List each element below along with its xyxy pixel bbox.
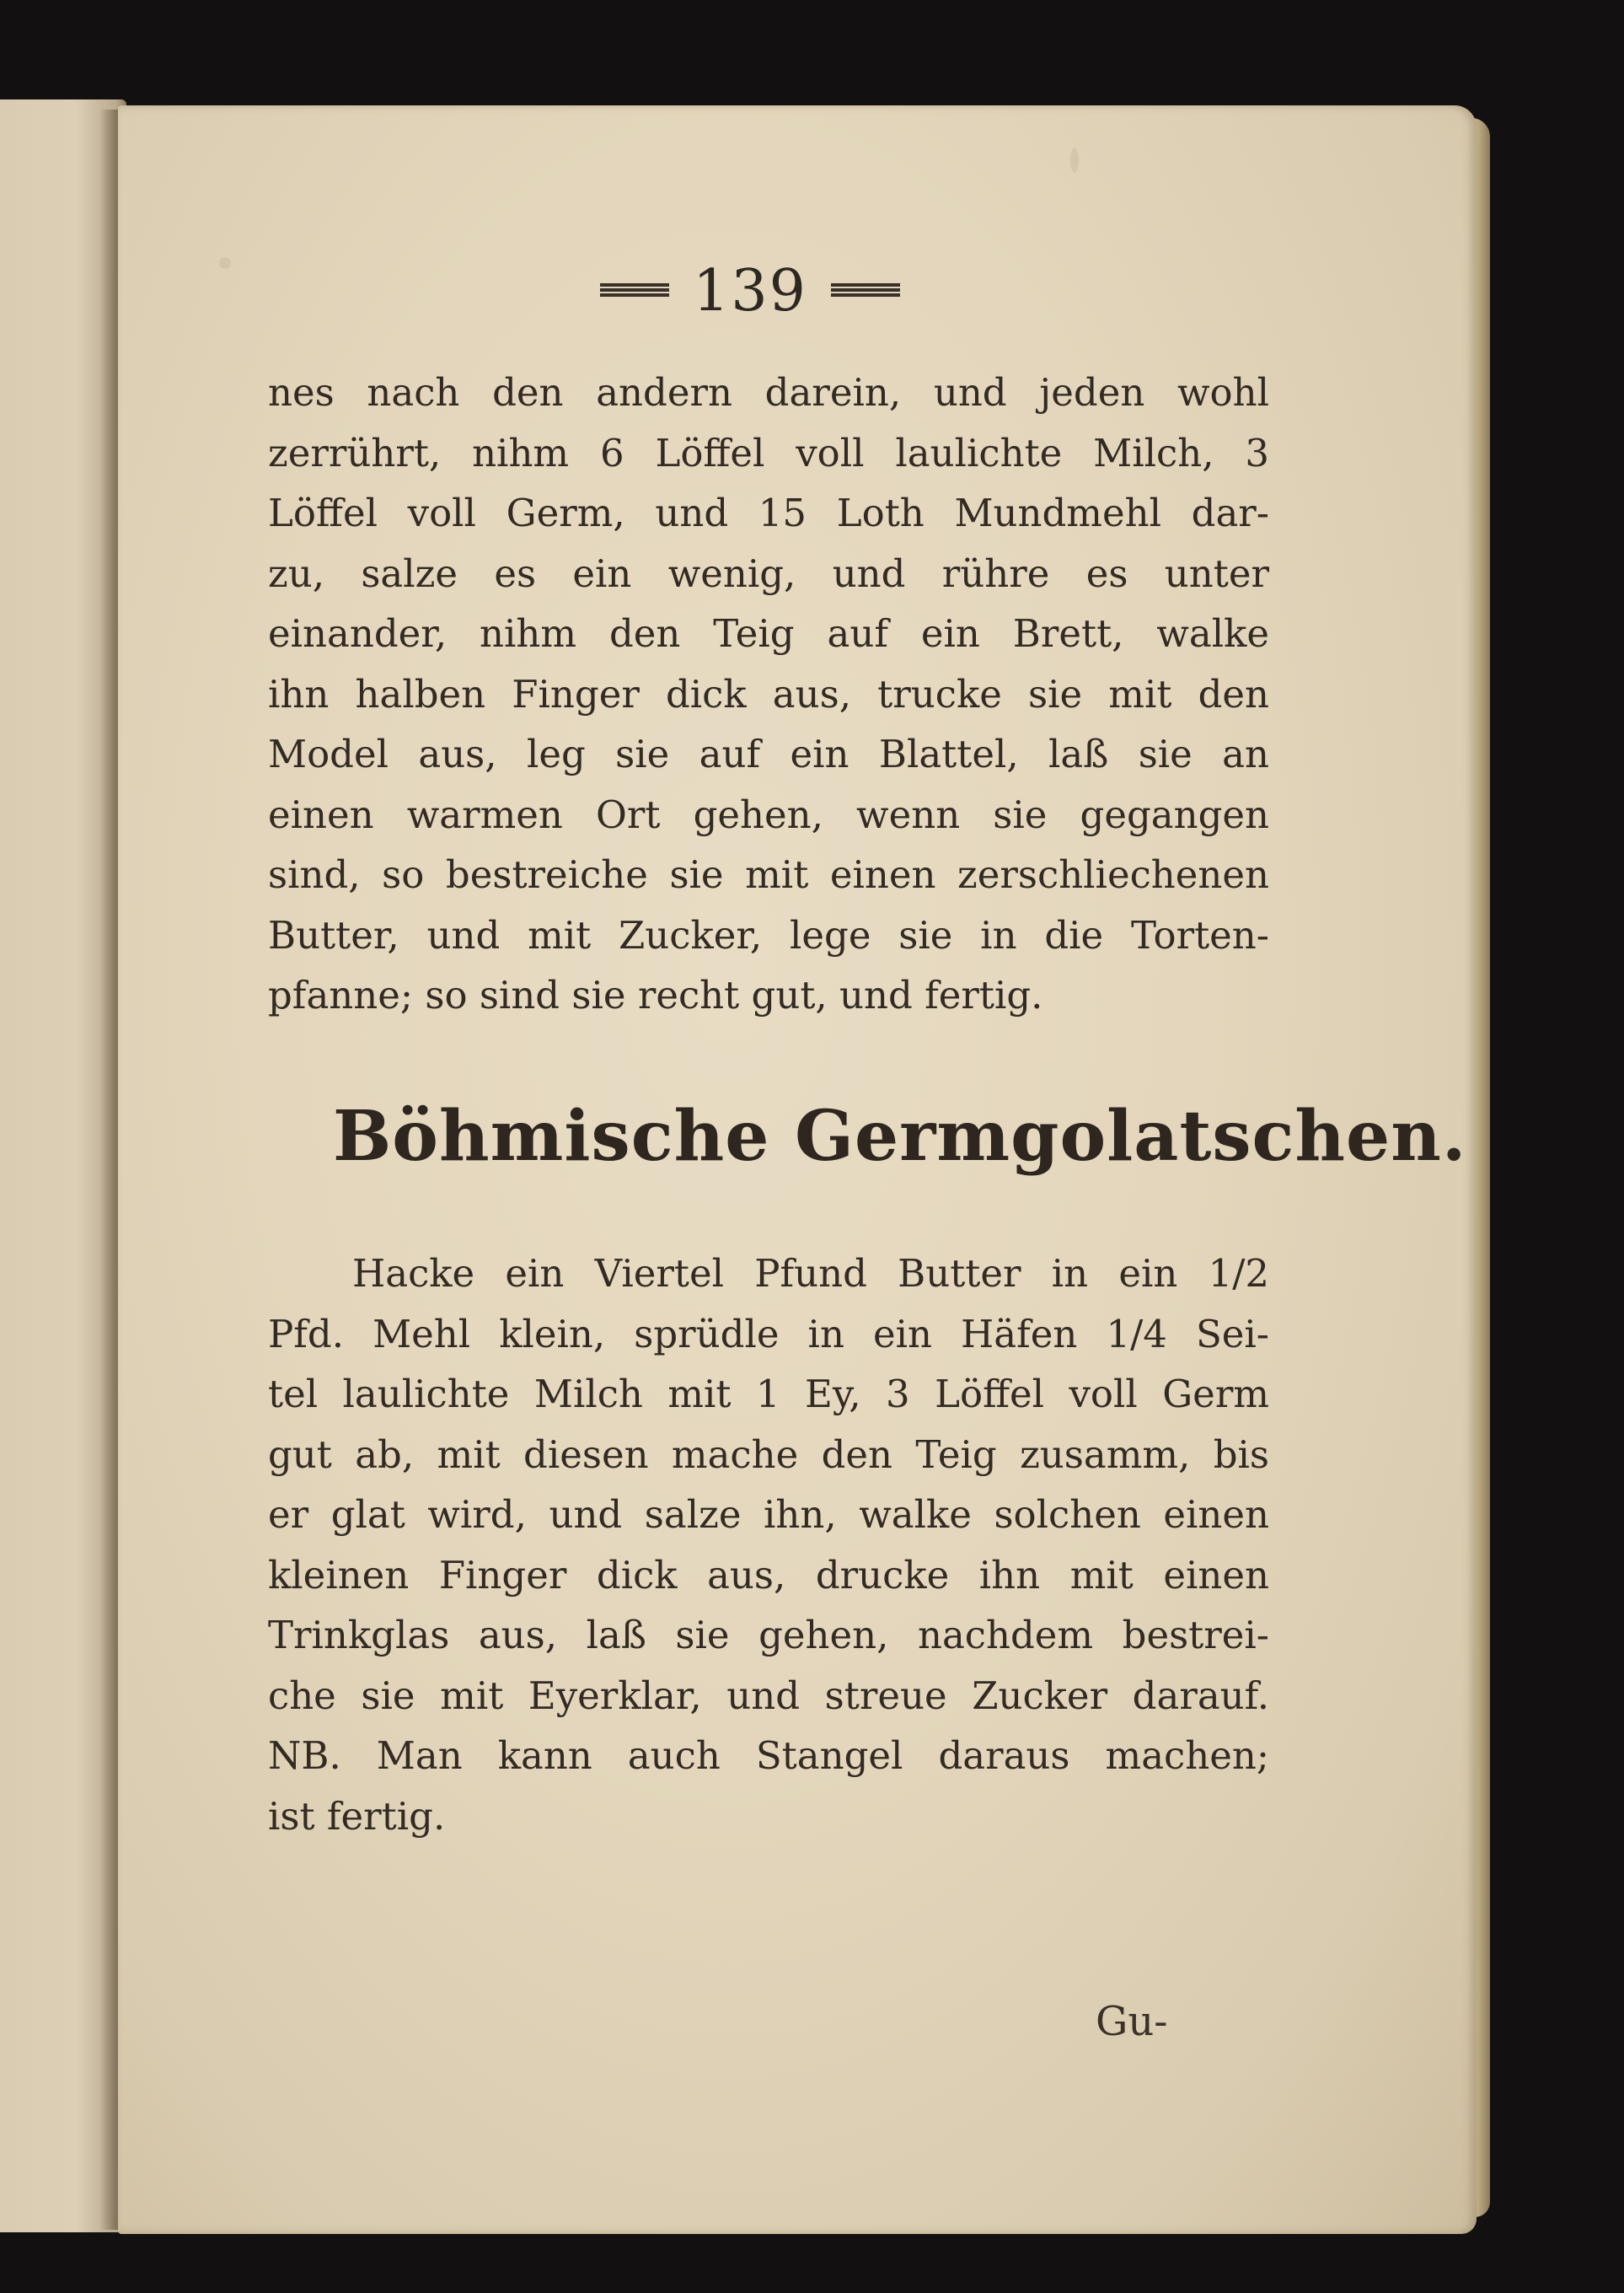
text-line: Pfd. Mehl klein, sprüdle in ein Häfen 1/4 Sei- bbox=[268, 1311, 1269, 1356]
text-line: zerrührt, nihm 6 Löffel voll laulichte Milch, 3 bbox=[268, 430, 1269, 475]
text-line: zu, salze es ein wenig, und rühre es unter bbox=[268, 550, 1269, 596]
recipe-paragraph bbox=[268, 1243, 1269, 1846]
text-line: sind, so bestreiche sie mit einen zerschliechenen bbox=[268, 852, 1269, 897]
page-header bbox=[539, 253, 961, 329]
paragraph-continued bbox=[268, 362, 1269, 1026]
paper-spot bbox=[1070, 148, 1079, 173]
page-number: 139 bbox=[693, 257, 807, 325]
paper-spot bbox=[219, 257, 231, 269]
text-line: ihn halben Finger dick aus, trucke sie mit den bbox=[268, 671, 1269, 717]
text-line: einen warmen Ort gehen, wenn sie gegangen bbox=[268, 792, 1269, 837]
text-line: einander, nihm den Teig auf ein Brett, walke bbox=[268, 611, 1269, 656]
header-rule-left bbox=[600, 283, 669, 298]
text-line: Löffel voll Germ, und 15 Loth Mundmehl dar- bbox=[268, 491, 1269, 535]
text-line: er glat wird, und salze ihn, walke solchen einen bbox=[268, 1492, 1269, 1537]
text-line: Trinkglas aus, laß sie gehen, nachdem bestrei- bbox=[268, 1613, 1269, 1657]
text-line: gut ab, mit diesen mache den Teig zusamm, bis bbox=[268, 1431, 1269, 1477]
text-line: tel laulichte Milch mit 1 Ey, 3 Löffel voll Germ bbox=[268, 1372, 1269, 1416]
text-line: Butter, und mit Zucker, lege sie in die Torten- bbox=[268, 912, 1269, 958]
text-line: pfanne; so sind sie recht gut, und fertig. bbox=[268, 973, 1043, 1018]
text-line: nes nach den andern darein, und jeden wohl bbox=[268, 370, 1269, 415]
header-rule-right bbox=[831, 283, 900, 298]
catchword: Gu- bbox=[1096, 1998, 1168, 2045]
text-line: NB. Man kann auch Stangel daraus machen; bbox=[268, 1733, 1269, 1778]
text-line: kleinen Finger dick aus, drucke ihn mit einen bbox=[268, 1552, 1269, 1598]
text-line: Model aus, leg sie auf ein Blattel, laß sie an bbox=[268, 732, 1269, 776]
text-line: Hacke ein Viertel Pfund Butter in ein 1/2 bbox=[352, 1251, 1269, 1296]
text-line: che sie mit Eyerklar, und streue Zucker darauf. bbox=[268, 1673, 1269, 1718]
text-line: ist fertig. bbox=[268, 1793, 446, 1839]
recipe-heading: Böhmische Germgolatschen. bbox=[333, 1096, 1467, 1177]
